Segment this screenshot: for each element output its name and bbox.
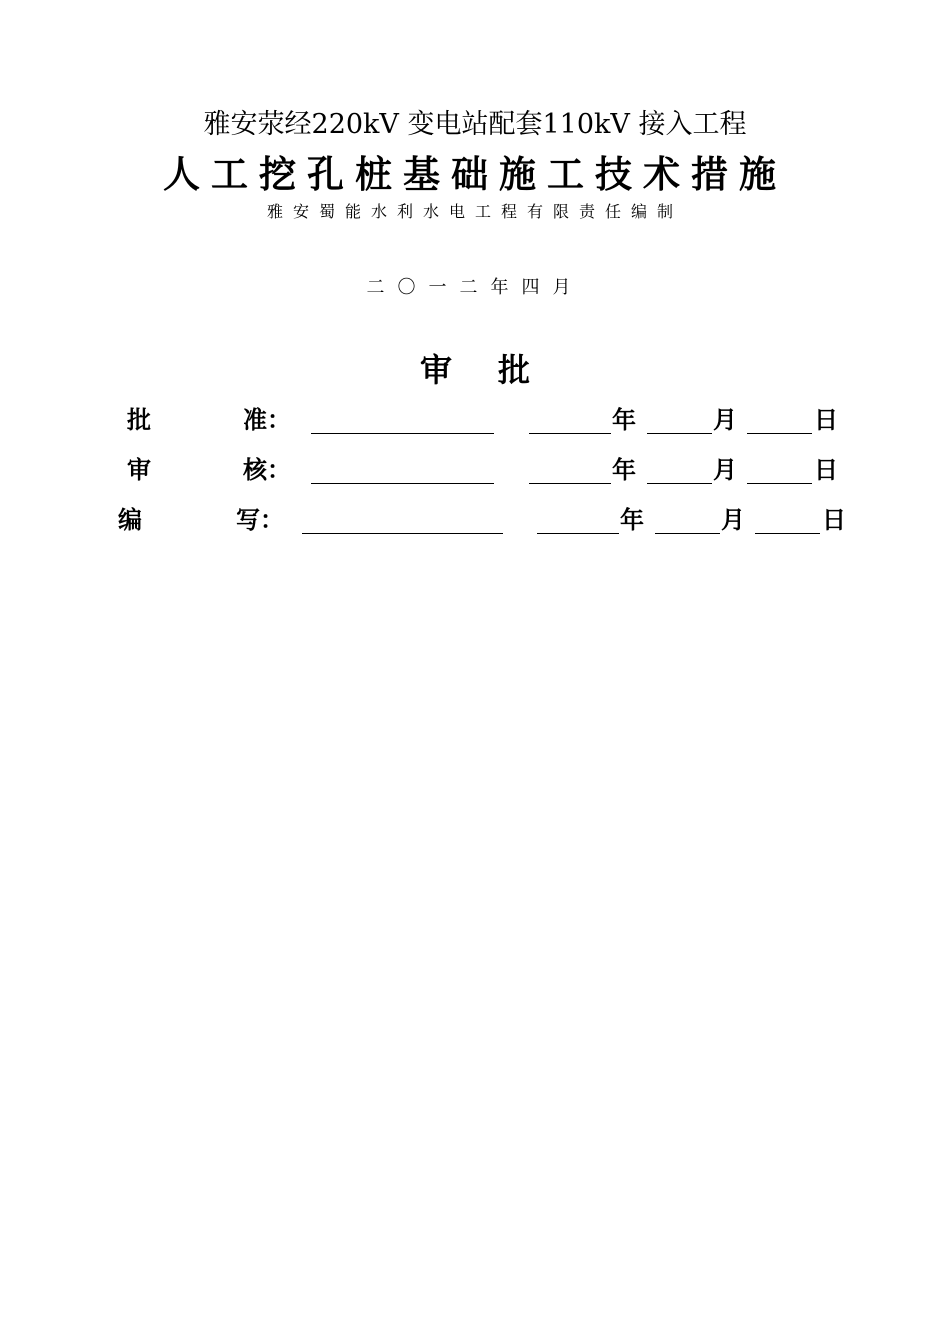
approve-signature-line[interactable] (311, 433, 494, 434)
company-name: 雅安蜀能水利水电工程有限责任编制 (266, 202, 683, 221)
author-label-first: 编 (118, 506, 142, 534)
author-label-second: 写： (236, 506, 284, 534)
review-year-label: 年 (612, 456, 636, 484)
author-day-line[interactable] (755, 533, 820, 534)
project-title: 雅安荥经220kV 变电站配套110kV 接入工程 (203, 109, 747, 140)
author-month-label: 月 (721, 506, 745, 534)
approve-label-second: 准： (243, 406, 291, 434)
author-year-label: 年 (620, 506, 644, 534)
author-month-line[interactable] (655, 533, 720, 534)
approve-day-label: 日 (814, 406, 838, 434)
review-year-line[interactable] (529, 483, 611, 484)
document-title: 人工挖孔桩基础施工技术措施 (163, 153, 787, 196)
approval-row-author (0, 505, 950, 539)
approve-day-line[interactable] (747, 433, 812, 434)
review-signature-line[interactable] (311, 483, 494, 484)
author-signature-line[interactable] (302, 533, 503, 534)
approve-year-line[interactable] (529, 433, 611, 434)
author-year-line[interactable] (537, 533, 619, 534)
approve-label-first: 批 (127, 406, 151, 434)
review-month-line[interactable] (647, 483, 712, 484)
approve-month-line[interactable] (647, 433, 712, 434)
approval-row-approve (0, 405, 950, 439)
approve-month-label: 月 (713, 406, 737, 434)
review-day-line[interactable] (747, 483, 812, 484)
approve-year-label: 年 (612, 406, 636, 434)
approval-row-review (0, 455, 950, 489)
review-label-second: 核： (243, 456, 291, 484)
approval-heading: 审批 (419, 351, 576, 389)
author-day-label: 日 (822, 506, 846, 534)
review-day-label: 日 (814, 456, 838, 484)
document-date: 二〇一二年四月 (366, 277, 584, 298)
review-month-label: 月 (713, 456, 737, 484)
review-label-first: 审 (127, 456, 151, 484)
